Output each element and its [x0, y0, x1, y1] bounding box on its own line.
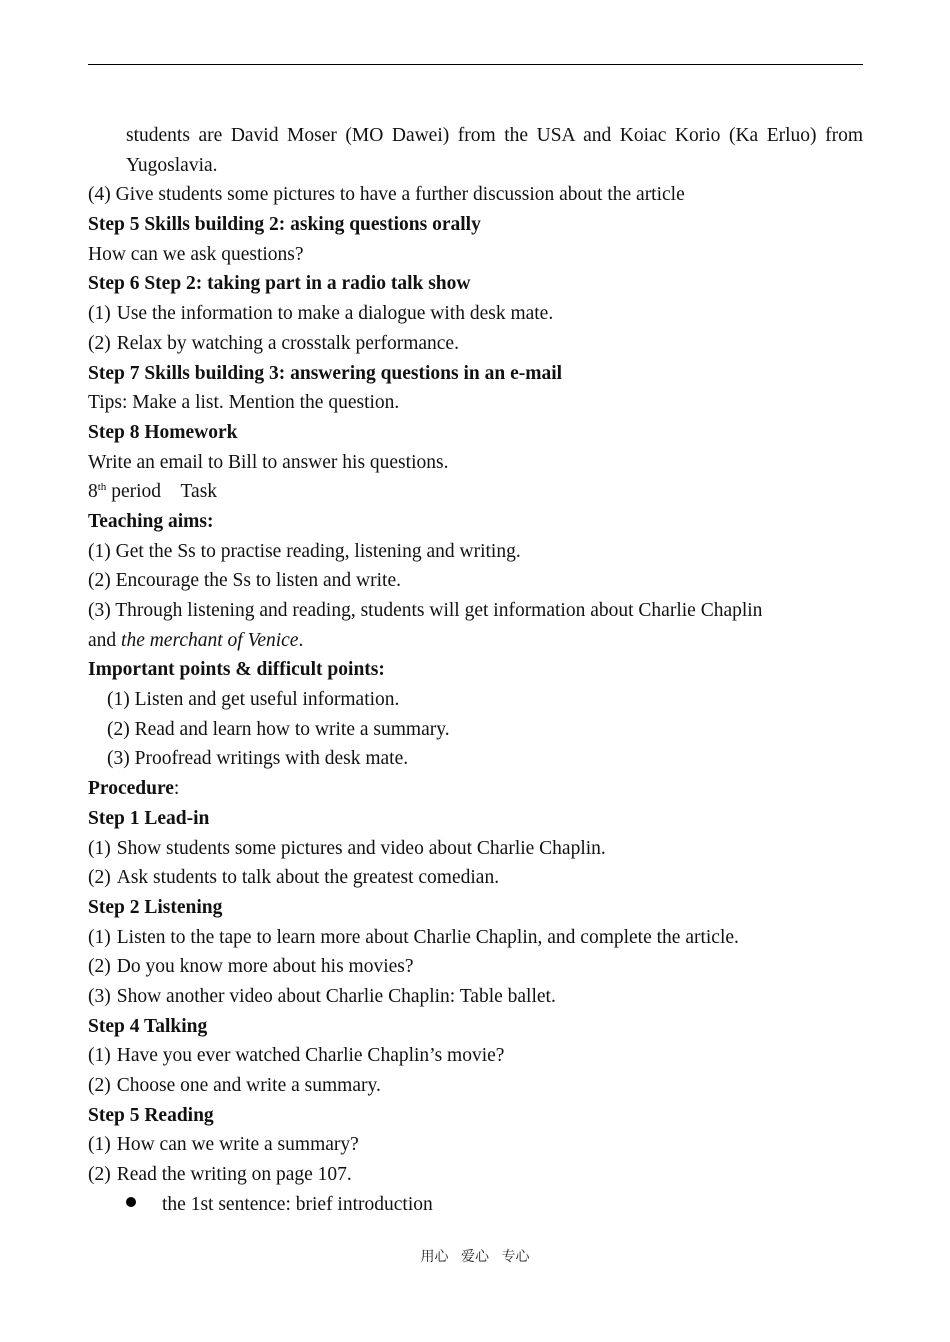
step7-heading: Step 7 Skills building 3: answering questions in an e-mail [88, 362, 563, 384]
list-item: (1) Show students some pictures and video about Charlie Chaplin. [88, 837, 606, 859]
step4-heading: Step 4 Talking [88, 1015, 208, 1037]
aim-item-continuation: and the merchant of Venice. [88, 629, 304, 651]
important-item: (2) Read and learn how to write a summary. [107, 718, 450, 740]
list-item: (1) Listen to the tape to learn more about Charlie Chaplin, and complete the article. [88, 926, 739, 948]
step5-skills-heading: Step 5 Skills building 2: asking questions orally [88, 214, 481, 236]
step5-reading-heading: Step 5 Reading [88, 1104, 214, 1126]
document-body [88, 121, 863, 1219]
list-item: (3) Show another video about Charlie Chaplin: Table ballet. [88, 985, 556, 1007]
list-item: (1) How can we write a summary? [88, 1134, 359, 1156]
aim-item: (2) Encourage the Ss to listen and write. [88, 570, 401, 592]
ask-questions-line: How can we ask questions? [88, 243, 304, 265]
homework-line: Write an email to Bill to answer his questions. [88, 451, 449, 473]
list-item: (1) Use the information to make a dialogue with desk mate. [88, 303, 554, 325]
continuation-paragraph: students are David Moser (MO Dawei) from the USA and Koiac Korio (Ka Erluo) from Yugoslavia. [126, 125, 863, 176]
step2-heading: Step 2 Listening [88, 896, 223, 918]
bullet-icon [126, 1197, 136, 1207]
step6-heading: Step 6 Step 2: taking part in a radio talk show [88, 273, 471, 295]
footer-text: 爱心 [461, 1249, 489, 1265]
page-footer [0, 1246, 950, 1266]
procedure-heading: Procedure: [88, 778, 180, 800]
important-item: (3) Proofread writings with desk mate. [107, 748, 409, 770]
important-item: (1) Listen and get useful information. [107, 689, 400, 711]
aim-item: (1) Get the Ss to practise reading, listening and writing. [88, 540, 521, 562]
list-item: (2) Choose one and write a summary. [88, 1075, 381, 1097]
list-item: (2) Read the writing on page 107. [88, 1164, 352, 1186]
list-item: (2) Ask students to talk about the greatest comedian. [88, 867, 500, 889]
step1-heading: Step 1 Lead-in [88, 807, 210, 829]
tips-line: Tips: Make a list. Mention the question. [88, 392, 400, 414]
list-item: (2) Relax by watching a crosstalk performance. [88, 332, 459, 354]
footer-text: 专心 [501, 1249, 530, 1265]
period-line: 8th period Task [88, 481, 218, 503]
step8-heading: Step 8 Homework [88, 421, 238, 443]
give-pictures-line: (4) Give students some pictures to have a further discussion about the article [88, 184, 685, 206]
teaching-aims-heading: Teaching aims: [88, 510, 214, 532]
list-item: (2) Do you know more about his movies? [88, 956, 414, 978]
important-points-heading: Important points & difficult points: [88, 659, 385, 681]
footer-text: 用心 [420, 1249, 449, 1265]
header-rule [88, 64, 863, 65]
bullet-item: the 1st sentence: brief introduction [88, 1190, 863, 1220]
aim-item: (3) Through listening and reading, students will get information about Charlie Chaplin [88, 600, 763, 622]
list-item: (1) Have you ever watched Charlie Chaplin’s movie? [88, 1045, 505, 1067]
